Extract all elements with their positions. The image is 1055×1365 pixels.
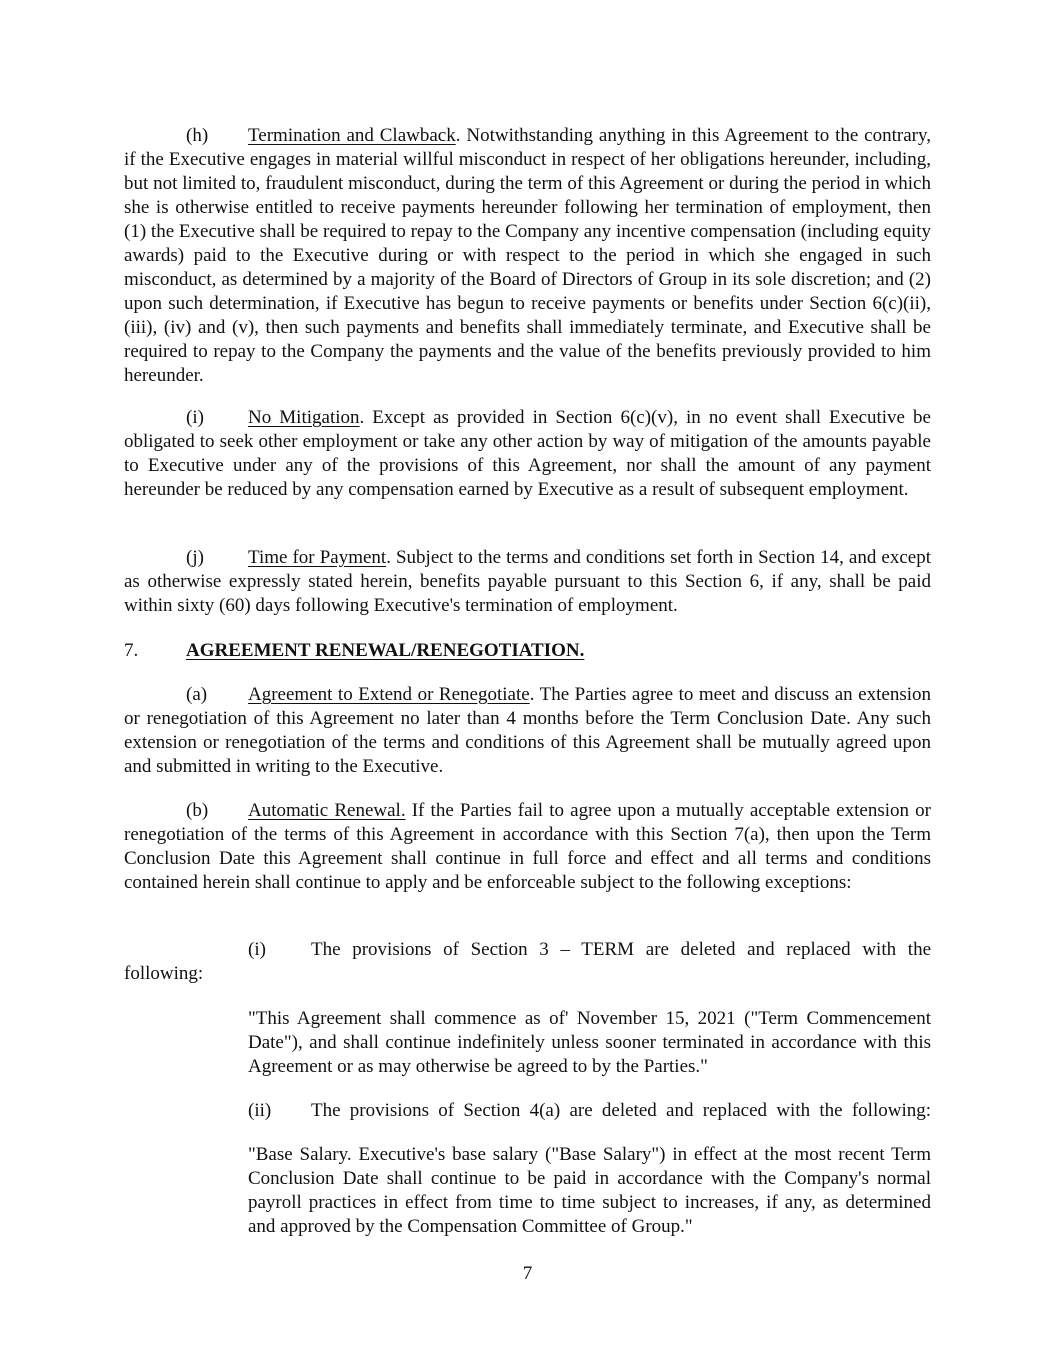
section-h-title: Termination and Clawback (248, 125, 456, 146)
section-7a-text: . The Parties agree to meet and discuss an extension or renegotiation of this Agreement no later than 4 months before the Term Conclusion Date. Any such extension or renegotiation of the terms and conditions of this Agreement shall be mutually agreed upon and submitted in writing to the Executive. (124, 684, 931, 777)
section-7b-number: (b) (186, 800, 209, 821)
section-j-text: . Subject to the terms and conditions set forth in Section 14, and except as otherwise expressly stated herein, benefits payable pursuant to this Section 6, if any, shall be paid within sixty (60) days following Executive's termination of employment. (124, 547, 931, 616)
section-7b-paragraph (124, 799, 931, 895)
section-7-heading (124, 639, 584, 663)
section-7b-text: If the Parties fail to agree upon a mutually acceptable extension or renegotiation of the terms of this Agreement in accordance with this Section 7(a), then upon the Term Conclusion Date this Agreement shall continue in full force and effect and all terms and conditions contained herein shall continue to apply and be enforceable subject to the following exceptions: (124, 800, 931, 893)
section-i-paragraph (124, 406, 931, 502)
section-7a-title: Agreement to Extend or Renegotiate (248, 684, 530, 705)
section-7b-i-number: (i) (248, 939, 266, 960)
section-7b-i-quote: "This Agreement shall commence as of' November 15, 2021 ("Term Commencement Date"), and shall continue indefinitely unless sooner terminated in accordance with this Agreement or as may otherwise be agreed to by the Parties." (248, 1008, 931, 1077)
section-7b-ii-number: (ii) (248, 1100, 272, 1121)
section-7b-title: Automatic Renewal. (248, 800, 406, 821)
section-i-number: (i) (186, 407, 204, 428)
section-7b-i-continuation: following: (124, 963, 204, 984)
section-7a-paragraph (124, 683, 931, 779)
section-i-title: No Mitigation (248, 407, 360, 428)
section-7b-ii-quote: "Base Salary. Executive's base salary ("Base Salary") in effect at the most recent Term Conclusion Date shall continue to be paid in accordance with the Company's normal payroll practices in effect from time to time subject to increases, if any, as determined and approved by the Compensation Committee of Group." (248, 1144, 931, 1237)
section-7b-i-line (248, 938, 931, 962)
section-7a-number: (a) (186, 684, 208, 705)
section-j-title: Time for Payment (248, 547, 387, 568)
section-7b-ii-line (248, 1099, 931, 1123)
section-7-title: AGREEMENT RENEWAL/RENEGOTIATION. (186, 640, 585, 661)
section-7-number: 7. (124, 640, 139, 661)
section-7b-ii-text: The provisions of Section 4(a) are deleted and replaced with the following: (311, 1100, 931, 1121)
section-i-text: . Except as provided in Section 6(c)(v), in no event shall Executive be obligated to seek other employment or take any other action by way of mitigation of the amounts payable to Executive under any of the provisions of this Agreement, nor shall the amount of any payment hereunder be reduced by any compensation earned by Executive as a result of subsequent employment. (124, 407, 931, 500)
section-h-number: (h) (186, 125, 209, 146)
section-7b-i-text: The provisions of Section 3 – TERM are deleted and replaced with the (311, 939, 931, 960)
section-h-text: . Notwithstanding anything in this Agreement to the contrary, if the Executive engages in material willful misconduct in respect of her obligations hereunder, including, but not limited to, fraudulent misconduct, during the term of this Agreement or during the period in which she is otherwise entitled to receive payments hereunder following her termination of employment, then (1) the Executive shall be required to repay to the Company any incentive compensation (including equity awards) paid to the Executive during or with respect to the period in which she engaged in such misconduct, as determined by a majority of the Board of Directors of Group in its sole discretion; and (2) upon such determination, if Executive has begun to receive payments or benefits under Section 6(c)(ii), (iii), (iv) and (v), then such payments and benefits shall immediately terminate, and Executive shall be required to repay to the Company the payments and the value of the benefits previously provided to him hereunder. (124, 125, 931, 386)
section-j-paragraph (124, 546, 931, 618)
section-j-number: (j) (186, 547, 204, 568)
page-number: 7 (522, 1263, 533, 1284)
section-h-paragraph (124, 124, 931, 388)
